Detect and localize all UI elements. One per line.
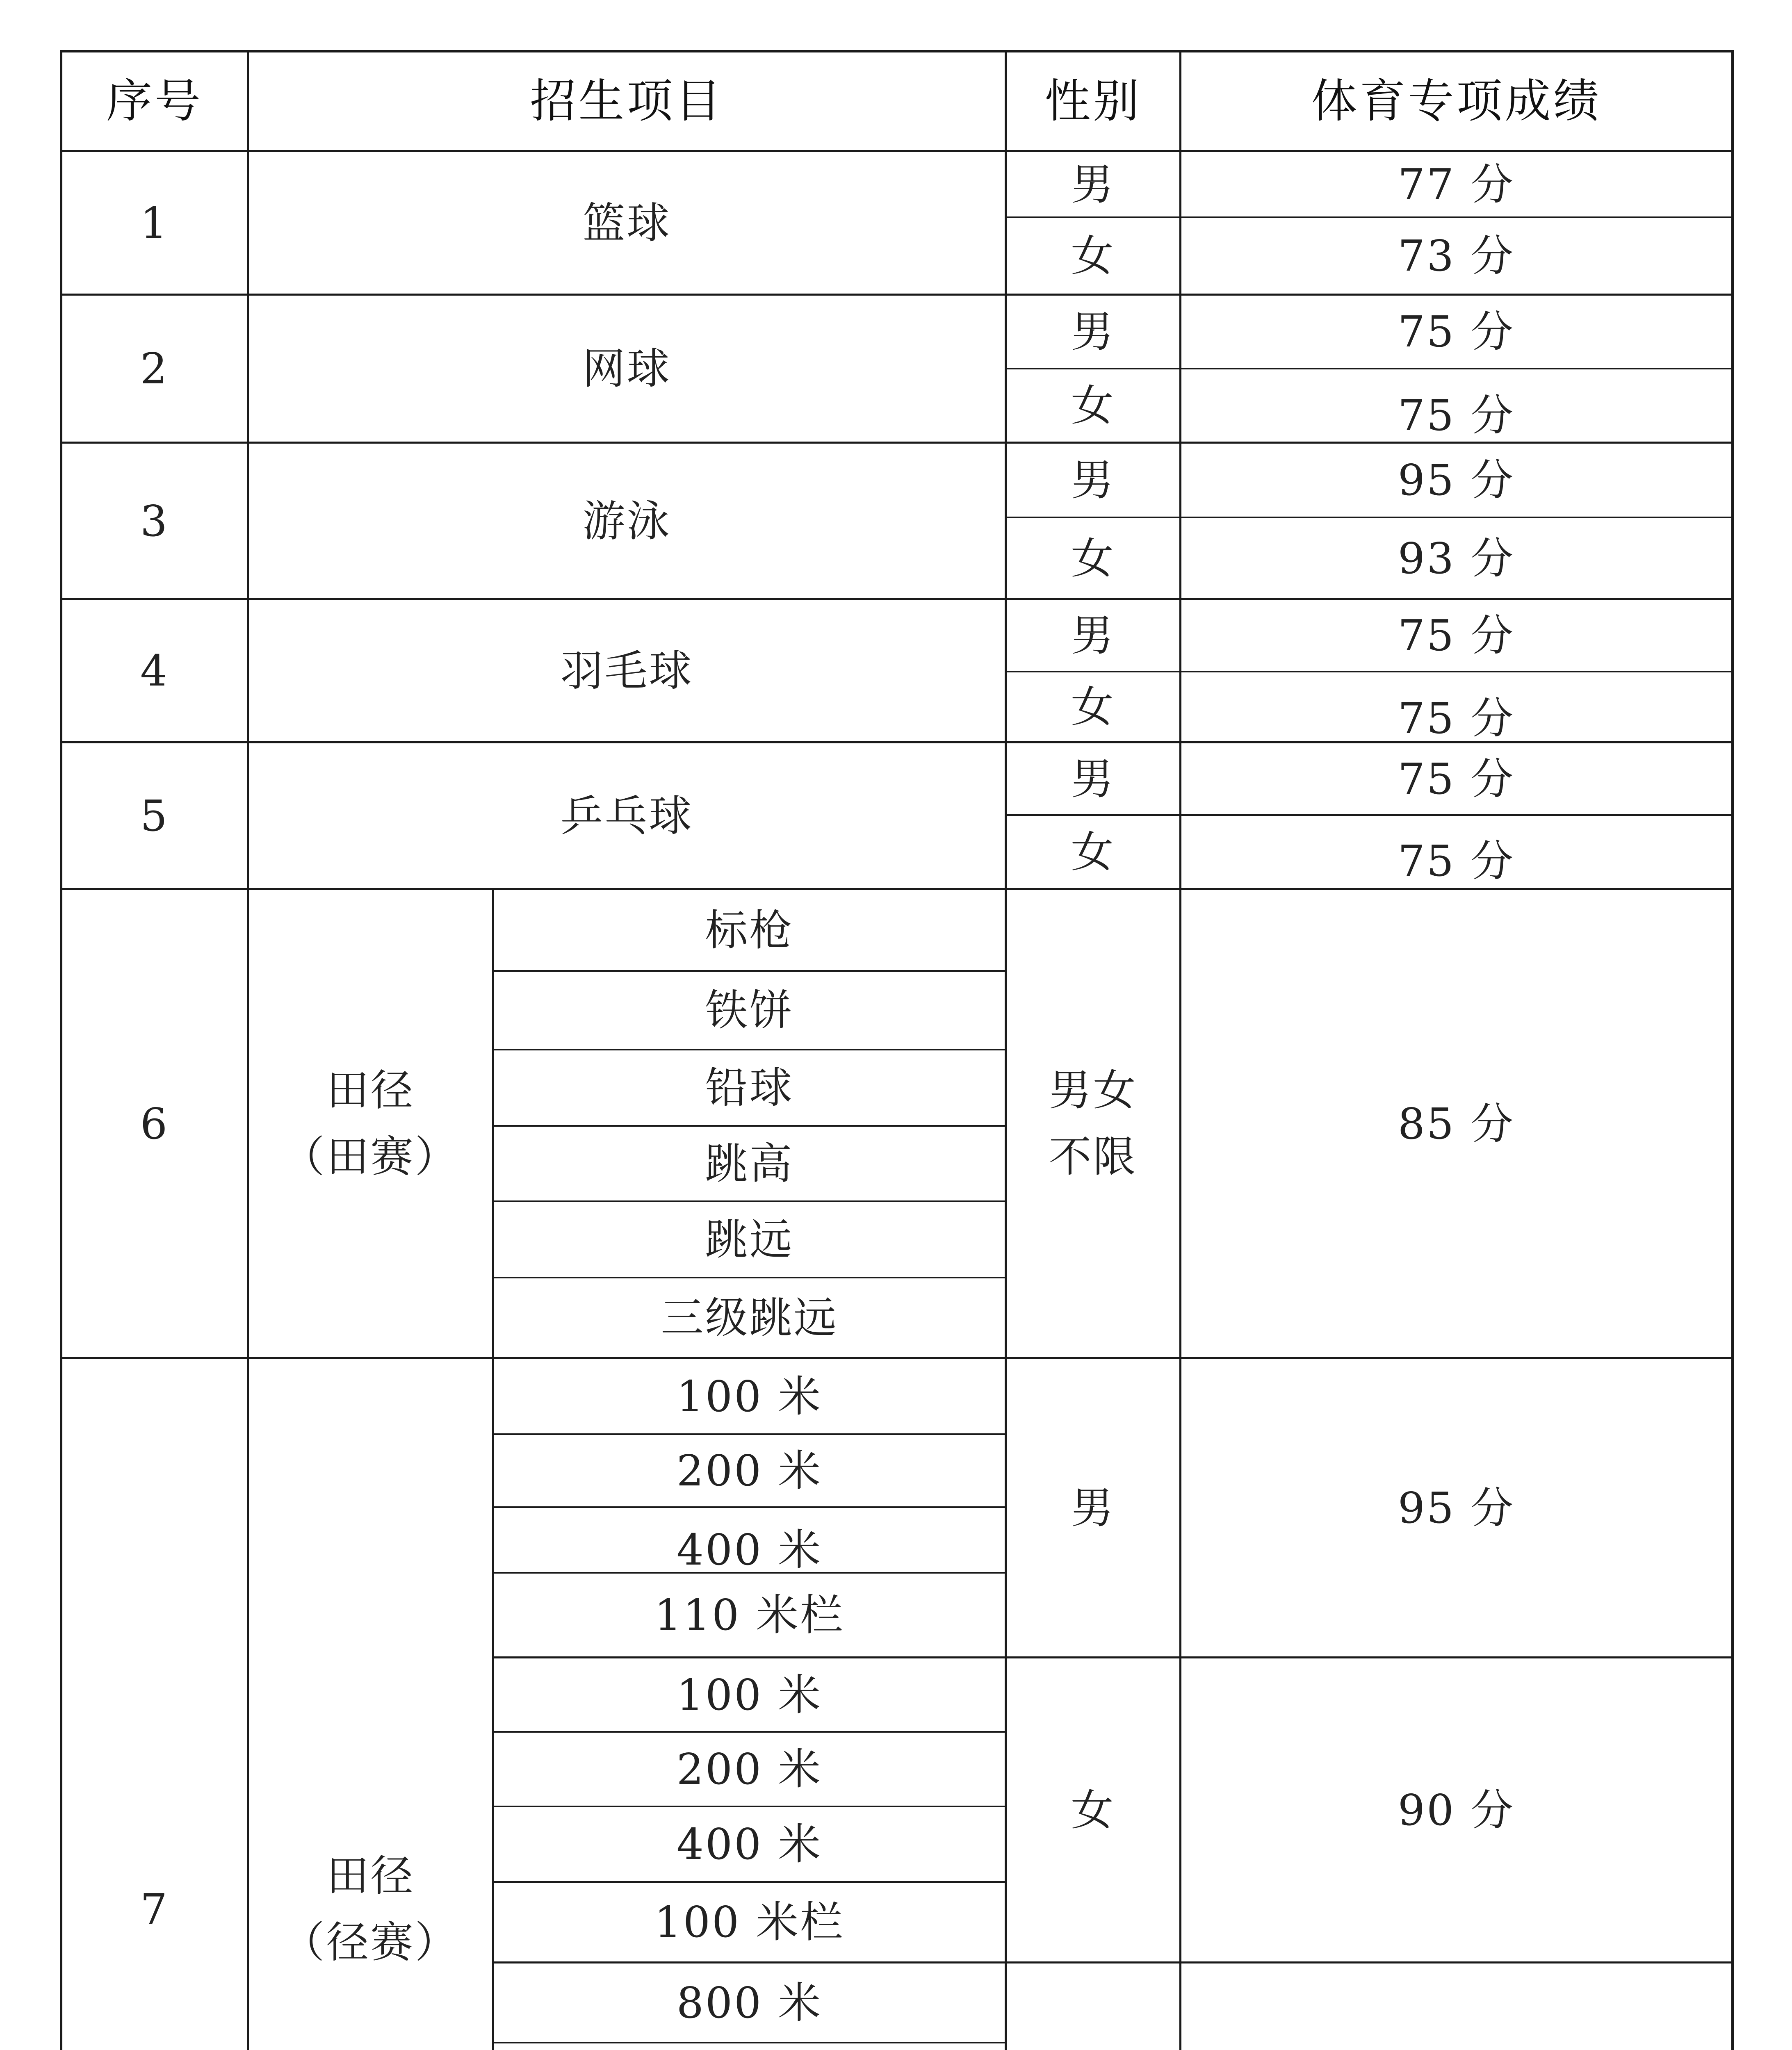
- row-1-male-score: 77 分: [1398, 159, 1515, 210]
- row-4-no: 4: [140, 646, 169, 696]
- track-event: [494, 2043, 1005, 2050]
- track-group-1-score: 95 分: [1398, 1483, 1515, 1533]
- row-3-female: 女: [1071, 533, 1115, 583]
- row-4-male: 男: [1071, 610, 1115, 661]
- row-1-project: 篮球: [582, 198, 671, 248]
- header-project: 招生项目: [530, 75, 724, 128]
- row-5-female-score: 75 分: [1398, 836, 1515, 886]
- field-event: 铅球: [705, 1063, 794, 1113]
- row-7-category-line1: 田径: [326, 1851, 415, 1901]
- field-event: 标枪: [705, 905, 794, 955]
- row-7-no: 7: [140, 1884, 169, 1934]
- field-event: 跳高: [705, 1139, 794, 1189]
- row-6-score: 85 分: [1398, 1098, 1515, 1149]
- row-6-category-line2: （田赛）: [282, 1131, 459, 1182]
- track-group-1-gender: 男: [1071, 1483, 1115, 1533]
- row-3-male: 男: [1071, 455, 1115, 505]
- row-4-male-score: 75 分: [1398, 610, 1515, 661]
- row-2-male-score: 75 分: [1398, 307, 1515, 357]
- row-2-female: 女: [1071, 380, 1115, 430]
- row-5-male: 男: [1071, 754, 1115, 804]
- row-2-male: 男: [1071, 307, 1115, 357]
- row-5-no: 5: [140, 790, 169, 841]
- row-5-female: 女: [1071, 827, 1115, 877]
- row-6-gender-line1: 男女: [1049, 1065, 1138, 1116]
- track-group-3-gender-line1: [1049, 2029, 1137, 2050]
- row-4-project: 羽毛球: [560, 646, 693, 696]
- track-event: 200 米: [676, 1446, 823, 1496]
- track-event: 200 米: [676, 1744, 823, 1794]
- field-event: 跳远: [705, 1214, 794, 1264]
- row-2-project: 网球: [582, 344, 671, 394]
- track-event: 800 米: [676, 1977, 823, 2028]
- header-gender: 性别: [1044, 75, 1142, 128]
- row-3-male-score: 95 分: [1398, 455, 1515, 505]
- track-group-2-gender: 女: [1071, 1785, 1115, 1835]
- field-event: 铁饼: [705, 985, 794, 1035]
- row-3-no: 3: [140, 496, 169, 546]
- row-2-no: 2: [140, 344, 169, 394]
- row-1-male: 男: [1071, 159, 1115, 210]
- row-5-project: 乒乓球: [560, 790, 693, 841]
- header-no: 序号: [106, 75, 203, 128]
- track-event: 400 米: [676, 1525, 823, 1575]
- track-event: 100 米: [676, 1670, 823, 1720]
- row-6-category-line1: 田径: [326, 1065, 415, 1116]
- track-event-divider: [492, 1506, 1007, 1508]
- track-group-2-score: 90 分: [1398, 1785, 1515, 1835]
- track-event: 110 米栏: [654, 1590, 845, 1640]
- row-7-category: [249, 1359, 492, 2050]
- row-3-female-score: 93 分: [1398, 533, 1515, 583]
- row-4-female-score: 75 分: [1398, 693, 1515, 743]
- row-6-gender-line2: 不限: [1049, 1131, 1138, 1182]
- table-border-right: [1731, 50, 1734, 2050]
- row-2-female-score: 75 分: [1398, 390, 1515, 440]
- row-3-project: 游泳: [582, 496, 671, 546]
- row-6-gender: [1007, 890, 1179, 1357]
- track-event: 100 米: [676, 1371, 823, 1421]
- track-event: 400 米: [676, 1819, 823, 1869]
- track-group-3-gender: [1007, 1963, 1179, 2050]
- track-group-3-score: [1181, 1963, 1731, 2050]
- header-score: 体育专项成绩: [1311, 75, 1602, 128]
- track-event: 100 米栏: [654, 1897, 845, 1947]
- row-6-no: 6: [140, 1098, 169, 1149]
- row-1-female: 女: [1071, 231, 1115, 281]
- row-1-no: 1: [140, 198, 169, 248]
- row-6-category: [249, 890, 492, 1357]
- field-event: 三级跳远: [661, 1293, 838, 1343]
- row-5-male-score: 75 分: [1398, 754, 1515, 804]
- row-4-female: 女: [1071, 682, 1115, 732]
- row-7-category-line2: （径赛）: [282, 1917, 459, 1967]
- row-1-female-score: 73 分: [1398, 231, 1515, 281]
